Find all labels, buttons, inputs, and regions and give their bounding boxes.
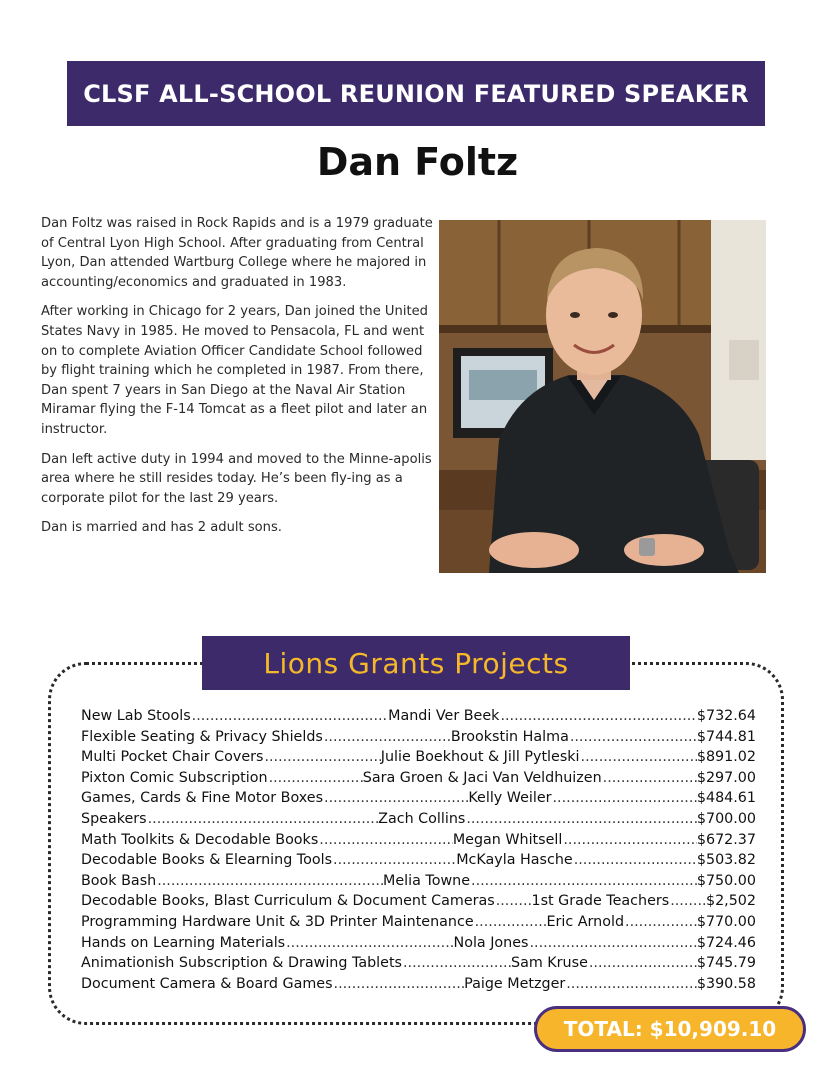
grant-amount: $732.64 [696, 708, 756, 724]
dot-leader [602, 770, 697, 786]
bio-paragraph-4: Dan is married and has 2 adult sons. [41, 520, 282, 536]
list-item [81, 749, 756, 770]
dot-leader [573, 852, 697, 868]
dot-leader [470, 873, 697, 889]
dot-leader [552, 790, 697, 806]
grant-recipient: Eric Arnold [546, 913, 625, 930]
grant-amount: $891.02 [696, 749, 756, 766]
grant-item: Multi Pocket Chair Covers [81, 749, 264, 766]
dot-leader [333, 976, 465, 992]
dot-leader [332, 852, 456, 868]
list-item [81, 790, 756, 811]
dot-leader [499, 708, 696, 724]
grants-title-banner [202, 636, 630, 690]
grant-amount: $297.00 [696, 769, 756, 786]
grant-item: Hands on Learning Materials [81, 934, 286, 951]
list-item [81, 914, 756, 935]
grant-recipient: Sara Groen & Jaci Van Veldhuizen [362, 769, 602, 786]
bio-paragraph-2: After working in Chicago for 2 years, Dan joined the United States Navy in 1985. He moved to Pensacola, FL and went on to complete Aviation Officer Candidate School followed by flight training which he completed in 1987. From there, Dan spent 7 years in San Diego at the Naval Air Station Miramar flying the F-14 Tomcat as a fleet pilot and later an instructor. [41, 304, 428, 437]
banner-title: CLSF ALL-SCHOOL REUNION FEATURED SPEAKER [83, 79, 749, 108]
dot-leader [588, 955, 697, 971]
list-item [81, 811, 756, 832]
speaker-bio [41, 214, 433, 548]
total-amount: TOTAL: $10,909.10 [563, 1017, 777, 1041]
dot-leader [263, 749, 380, 765]
grant-item: Speakers [81, 810, 147, 827]
dot-leader [669, 893, 706, 909]
grant-recipient: Brookstin Halma [450, 728, 569, 745]
grant-amount: $770.00 [696, 913, 756, 930]
grant-item: Games, Cards & Fine Motor Boxes [81, 790, 324, 807]
speaker-photo [439, 220, 766, 573]
grant-item: Book Bash [81, 872, 157, 889]
dot-leader [565, 976, 697, 992]
list-item [81, 708, 756, 729]
grant-recipient: 1st Grade Teachers [531, 893, 670, 910]
grant-amount: $724.46 [696, 934, 756, 951]
dot-leader [156, 873, 383, 889]
list-item [81, 770, 756, 791]
grant-recipient: McKayla Hasche [456, 852, 573, 869]
dot-leader [318, 832, 453, 848]
grant-item: Animationish Subscription & Drawing Tablets [81, 955, 403, 972]
grant-item: Programming Hardware Unit & 3D Printer Maintenance [81, 913, 474, 930]
list-item [81, 832, 756, 853]
list-item [81, 893, 756, 914]
total-badge [534, 1006, 806, 1052]
grant-item: Decodable Books, Blast Curriculum & Document Cameras [81, 893, 495, 910]
dot-leader [323, 790, 468, 806]
grant-recipient: Paige Metzger [464, 975, 566, 992]
dot-leader [323, 729, 451, 745]
grant-item: New Lab Stools [81, 708, 191, 724]
grant-item: Pixton Comic Subscription [81, 769, 268, 786]
grant-item: Document Camera & Board Games [81, 975, 333, 992]
grant-recipient: Zach Collins [378, 810, 466, 827]
dot-leader [474, 914, 547, 930]
grant-recipient: Julie Boekhout & Jill Pytleski [380, 749, 580, 766]
grant-recipient: Mandi Ver Beek [388, 708, 500, 724]
list-item [81, 852, 756, 873]
grant-amount: $2,502 [705, 893, 756, 910]
dot-leader [562, 832, 697, 848]
dot-leader [580, 749, 697, 765]
featured-speaker-banner [67, 61, 765, 126]
grant-amount: $744.81 [696, 728, 756, 745]
dot-leader [191, 708, 388, 724]
grant-recipient: Megan Whitsell [452, 831, 563, 848]
list-item [81, 935, 756, 956]
grant-recipient: Sam Kruse [511, 955, 588, 972]
grant-item: Flexible Seating & Privacy Shields [81, 728, 323, 745]
speaker-name: Dan Foltz [316, 140, 519, 184]
grants-list [81, 708, 756, 996]
grant-recipient: Nola Jones [453, 934, 529, 951]
grant-recipient: Melia Towne [383, 872, 471, 889]
list-item [81, 955, 756, 976]
dot-leader [147, 811, 379, 827]
bio-paragraph-1: Dan Foltz was raised in Rock Rapids and is a 1979 graduate of Central Lyon High School. After graduating from Central Lyon, Dan attended Wartburg College where he majored in accounting/economics and graduated in 1983. [41, 216, 433, 290]
grant-amount: $745.79 [696, 955, 756, 972]
grant-item: Math Toolkits & Decodable Books [81, 831, 319, 848]
grant-amount: $700.00 [696, 810, 757, 827]
dot-leader [285, 935, 453, 951]
list-item [81, 729, 756, 750]
dot-leader [529, 935, 697, 951]
grant-recipient: Kelly Weiler [468, 790, 552, 807]
dot-leader [569, 729, 697, 745]
dot-leader [402, 955, 511, 971]
dot-leader [465, 811, 697, 827]
grant-amount: $503.82 [696, 852, 756, 869]
grant-amount: $484.61 [696, 790, 756, 807]
grant-amount: $672.37 [696, 831, 756, 848]
dot-leader [624, 914, 697, 930]
list-item [81, 976, 756, 997]
bio-paragraph-3: Dan left active duty in 1994 and moved to the Minne-apolis area where he still resides today. He’s been fly-ing as a corporate pilot for the last 29 years. [41, 451, 432, 506]
dot-leader [268, 770, 363, 786]
grant-amount: $390.58 [696, 975, 756, 992]
dot-leader [495, 893, 532, 909]
list-item [81, 873, 756, 894]
grant-item: Decodable Books & Elearning Tools [81, 852, 333, 869]
grant-amount: $750.00 [696, 872, 756, 889]
grants-title: Lions Grants Projects [263, 646, 569, 680]
